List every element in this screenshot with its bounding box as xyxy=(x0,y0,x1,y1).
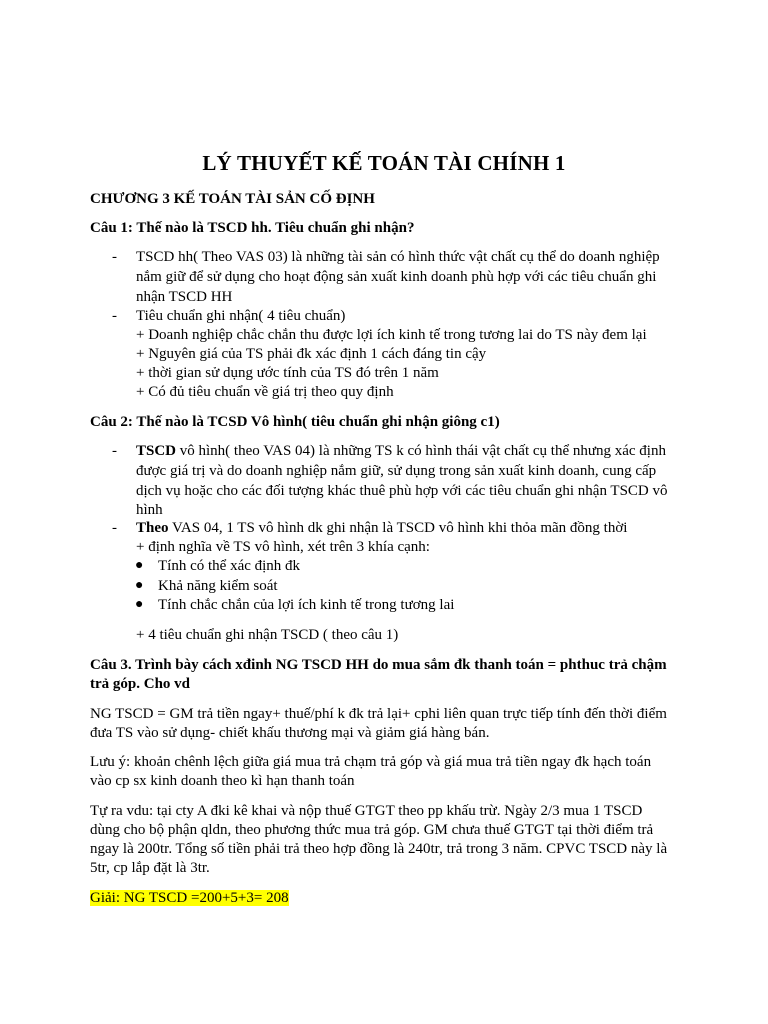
q3-solution xyxy=(90,888,289,908)
q2-item1-line2: được giá trị và do doanh nghiệp nắm giữ, sử dụng trong sản xuất kinh doanh, cung cấp xyxy=(136,463,657,479)
q3-p3-line3: ngay là 200tr. Tổng số tiền phải trả theo hợp đồng là 240tr, trả trong 3 năm. CPVC TSCD này là xyxy=(90,841,668,857)
q3-p3-line1: Tự ra vdu: tại cty A đki kê khai và nộp thuế GTGT theo pp khấu trừ. Ngày 2/3 mua 1 TSCD xyxy=(90,803,643,819)
q3-p1-line2: đưa TS vào sử dụng- chiết khấu thương mại và giảm giá hàng bán. xyxy=(90,725,490,741)
q3-p1-line1: NG TSCD = GM trả tiền ngay+ thuế/phí k đk trả lại+ cphi liên quan trực tiếp tính đến thời điểm xyxy=(90,706,667,722)
dash-marker: - xyxy=(112,520,117,536)
bullet-dot-icon: ● xyxy=(135,558,144,573)
q1-item1-line3: nhận TSCD HH xyxy=(136,289,233,305)
q2-item1-text: vô hình( theo VAS 04) là những TS k có hình thái vật chất cụ thể nhưng xác định xyxy=(176,443,666,459)
q2-item2-text: VAS 04, 1 TS vô hình dk ghi nhận là TSCD vô hình khi thỏa mãn đồng thời xyxy=(168,520,628,536)
q2-item1-line1 xyxy=(136,441,666,461)
q2-item2-line1 xyxy=(136,518,627,538)
q3-p3-line2: dùng cho bộ phận qldn, theo phương thức mua trả góp. GM chưa thuế GTGT tại thời điểm trả xyxy=(90,822,654,838)
question-3-heading-line1: Câu 3. Trình bày cách xđinh NG TSCD HH do mua sắm đk thanh toán = phthuc trả chậm xyxy=(90,657,667,673)
q2-item1-line3: dịch vụ hoặc cho các đối tượng khác thuê phù hợp với các tiêu chuẩn ghi nhận TSCD vô xyxy=(136,483,668,499)
q1-item2-line2: + Doanh nghiệp chắc chắn thu được lợi ích kinh tế trong tương lai do TS này đem lại xyxy=(136,327,647,343)
q2-extra-line: + 4 tiêu chuẩn ghi nhận TSCD ( theo câu 1) xyxy=(136,627,399,643)
q2-bullet-1: Tính có thể xác định đk xyxy=(158,558,301,574)
q2-bullet-2: Khả năng kiểm soát xyxy=(158,578,278,594)
q2-item2-line2: + định nghĩa về TS vô hình, xét trên 3 khía cạnh: xyxy=(136,539,430,555)
q2-item1-line4: hình xyxy=(136,502,163,518)
bullet-dot-icon: ● xyxy=(135,597,144,612)
q1-item2-line1: Tiêu chuẩn ghi nhận( 4 tiêu chuẩn) xyxy=(136,308,346,324)
q2-item2-bold: Theo xyxy=(136,520,169,536)
q2-item1-bold: TSCD xyxy=(136,443,177,459)
q2-bullet-3: Tính chắc chắn của lợi ích kinh tế trong tương lai xyxy=(158,597,455,613)
q3-p2-line2: vào cp sx kinh doanh theo kì hạn thanh toán xyxy=(90,773,355,789)
q1-item1-line2: nắm giữ để sử dụng cho hoạt động sản xuất kinh doanh phù hợp với các tiêu chuẩn ghi xyxy=(136,269,657,285)
solution-highlight: Giải: NG TSCD =200+5+3= 208 xyxy=(90,890,289,906)
q1-item2-line3: + Nguyên giá của TS phải đk xác định 1 cách đáng tin cậy xyxy=(136,346,487,362)
question-2-heading: Câu 2: Thế nào là TCSD Vô hình( tiêu chuẩn ghi nhận giông c1) xyxy=(90,414,500,430)
question-3-heading-line2: trả góp. Cho vd xyxy=(90,676,191,692)
q1-item1-line1: TSCD hh( Theo VAS 03) là những tài sản có hình thức vật chất cụ thể do doanh nghiệp xyxy=(136,249,660,265)
q1-item2-line4: + thời gian sử dụng ước tính của TS đó trên 1 năm xyxy=(136,365,439,381)
dash-marker: - xyxy=(112,249,117,265)
chapter-heading: CHƯƠNG 3 KẾ TOÁN TÀI SẢN CỐ ĐỊNH xyxy=(90,191,375,207)
q1-item2-line5: + Có đủ tiêu chuẩn về giá trị theo quy định xyxy=(136,384,394,400)
bullet-dot-icon: ● xyxy=(135,578,144,593)
q3-p3-line4: 5tr, cp lắp đặt là 3tr. xyxy=(90,860,210,876)
dash-marker: - xyxy=(112,308,117,324)
dash-marker: - xyxy=(112,443,117,459)
question-1-heading: Câu 1: Thế nào là TSCD hh. Tiêu chuẩn ghi nhận? xyxy=(90,220,415,236)
document-title: LÝ THUYẾT KẾ TOÁN TÀI CHÍNH 1 xyxy=(202,151,566,175)
q3-p2-line1: Lưu ý: khoản chênh lệch giữa giá mua trả chạm trả góp và giá mua trả tiền ngay đk hạch toán xyxy=(90,754,652,770)
